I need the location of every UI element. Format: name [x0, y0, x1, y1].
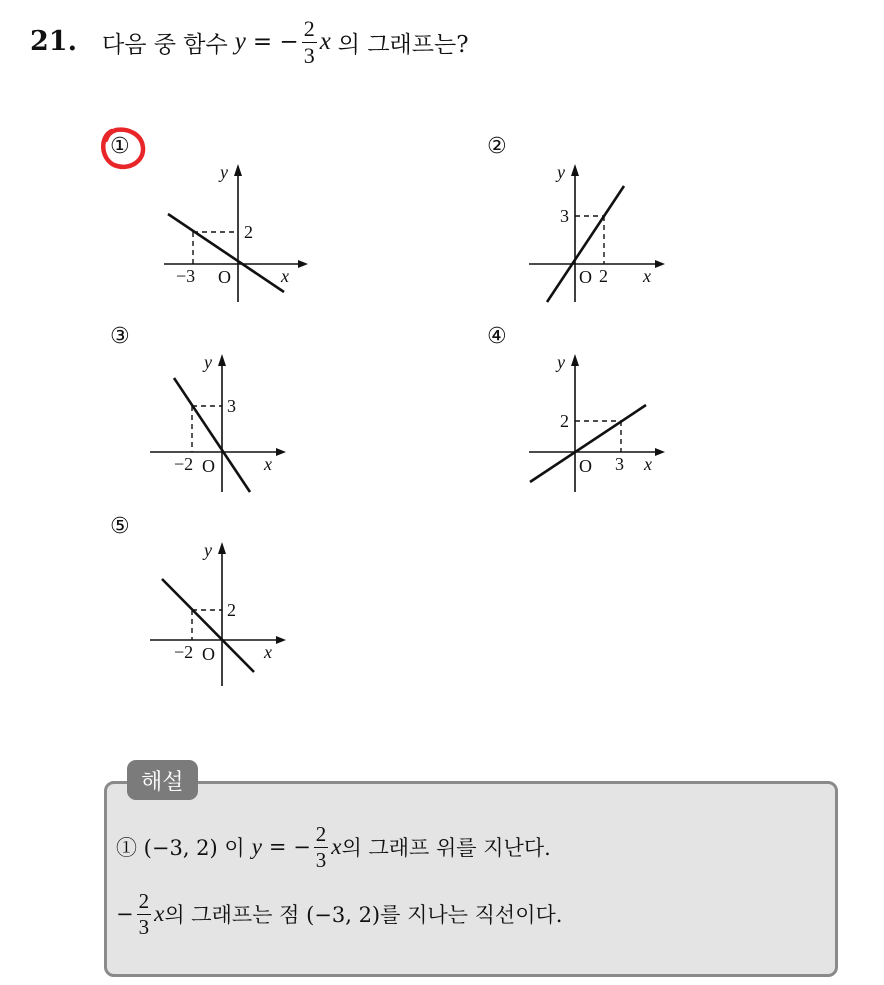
x-axis-arrow-icon [655, 260, 665, 268]
question-var-x: x [319, 28, 331, 55]
explanation-line2-fraction [137, 888, 152, 939]
y-axis-arrow-icon [234, 164, 242, 176]
graph-choice-4[interactable] [527, 342, 687, 502]
x-tick-label: −2 [174, 642, 194, 662]
explanation-line2-minus: − [116, 902, 134, 926]
graph-choice-5[interactable] [150, 532, 310, 692]
y-tick-label: 3 [560, 206, 569, 226]
selection-mark-icon [98, 124, 150, 172]
question-frac-den: 3 [303, 42, 315, 68]
y-tick-label: 2 [560, 411, 569, 431]
x-axis-label: x [264, 642, 272, 662]
y-axis-arrow-icon [218, 354, 226, 366]
selection-mark-stroke [103, 130, 143, 167]
explanation-line1-frac-den: 3 [315, 847, 327, 872]
y-tick-label: 3 [227, 396, 236, 416]
explanation-line2-frac-num: 2 [138, 888, 150, 913]
x-axis-label: x [264, 454, 272, 474]
y-axis-label: y [220, 162, 228, 182]
y-axis-arrow-icon [218, 542, 226, 554]
question-number: 21. [30, 26, 77, 57]
question-fraction [302, 15, 317, 68]
y-axis-label: y [204, 540, 212, 560]
explanation-line-2 [116, 886, 562, 942]
graph-choice-2[interactable] [527, 152, 687, 312]
question-equals: = − [252, 29, 299, 55]
graph-choice-1[interactable] [150, 152, 310, 312]
x-tick-label: −2 [174, 454, 194, 474]
choice-3-label[interactable]: ③ [110, 324, 130, 349]
y-tick-label: 2 [244, 222, 253, 242]
explanation-line1-suffix: 의 그래프 위를 지난다. [341, 836, 551, 860]
origin-label: O [579, 456, 592, 476]
explanation-line2-frac-den: 3 [138, 914, 150, 939]
choice-4-label[interactable]: ④ [487, 324, 507, 349]
y-axis-label: y [204, 352, 212, 372]
x-axis-arrow-icon [276, 636, 286, 644]
choice-1-label[interactable]: ① [110, 134, 130, 159]
explanation-line1-frac-num: 2 [315, 821, 327, 846]
origin-label: O [218, 267, 231, 287]
x-axis-label: x [643, 266, 651, 286]
y-axis-arrow-icon [571, 354, 579, 366]
origin-label: O [202, 644, 215, 664]
explanation-line1-var-x: x [331, 834, 342, 859]
x-tick-label: 3 [615, 454, 624, 474]
x-axis-arrow-icon [276, 448, 286, 456]
explanation-line1-prefix: ① (−3, 2) 이 [116, 836, 245, 860]
explanation-line-1 [116, 819, 551, 875]
explanation-line2-suffix: 의 그래프는 점 (−3, 2)를 지나는 직선이다. [164, 903, 563, 927]
x-axis-label: x [281, 266, 289, 286]
graph-choice-3[interactable] [150, 342, 310, 502]
explanation-box [104, 781, 838, 977]
explanation-line1-fraction [314, 821, 329, 872]
explanation-line1-var-y: y [251, 834, 262, 859]
explanation-tag: 해설 [127, 760, 198, 800]
x-tick-label: −3 [176, 266, 196, 286]
question-frac-num: 2 [303, 15, 315, 41]
question-text [102, 14, 469, 70]
y-axis-label: y [557, 352, 565, 372]
x-tick-label: 2 [599, 266, 608, 286]
question-prefix: 다음 중 함수 [102, 31, 228, 58]
choice-2-label[interactable]: ② [487, 134, 507, 159]
x-axis-arrow-icon [655, 448, 665, 456]
explanation-line1-equals: = − [268, 835, 311, 859]
question-suffix: 의 그래프는? [337, 31, 469, 58]
y-tick-label: 2 [227, 600, 236, 620]
x-axis-label: x [644, 454, 652, 474]
origin-label: O [579, 267, 592, 287]
x-axis-arrow-icon [298, 260, 308, 268]
y-axis-label: y [557, 162, 565, 182]
question-var-y: y [234, 28, 246, 55]
choice-5-label[interactable]: ⑤ [110, 514, 130, 539]
origin-label: O [202, 456, 215, 476]
y-axis-arrow-icon [571, 164, 579, 176]
explanation-line2-var-x: x [154, 901, 165, 926]
